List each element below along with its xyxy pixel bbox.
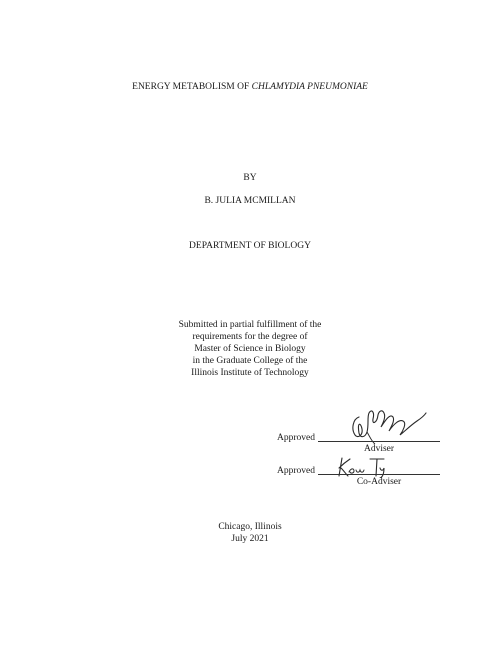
co-adviser-signature-line xyxy=(318,474,440,475)
approved-label: Approved xyxy=(277,433,315,443)
department-name: DEPARTMENT OF BIOLOGY xyxy=(189,241,311,251)
adviser-signature xyxy=(345,405,427,445)
by-label: BY xyxy=(243,173,257,183)
submission-line: in the Graduate College of the xyxy=(192,356,308,366)
co-adviser-role: Co-Adviser xyxy=(356,477,402,487)
adviser-signature-line xyxy=(318,441,440,442)
submission-line: Master of Science in Biology xyxy=(194,344,306,354)
title-prefix: ENERGY METABOLISM OF xyxy=(132,82,252,92)
submission-line: Submitted in partial fulfillment of the xyxy=(178,320,322,330)
place: Chicago, Illinois xyxy=(218,522,282,532)
title-organism: CHLAMYDIA PNEUMONIAE xyxy=(251,82,368,92)
adviser-role: Adviser xyxy=(363,444,395,454)
submission-line: requirements for the degree of xyxy=(192,332,308,342)
approved-label: Approved xyxy=(277,466,315,476)
thesis-title xyxy=(0,81,500,93)
author-name: B. JULIA MCMILLAN xyxy=(204,196,296,206)
submission-line: Illinois Institute of Technology xyxy=(191,368,309,378)
date: July 2021 xyxy=(231,534,269,544)
